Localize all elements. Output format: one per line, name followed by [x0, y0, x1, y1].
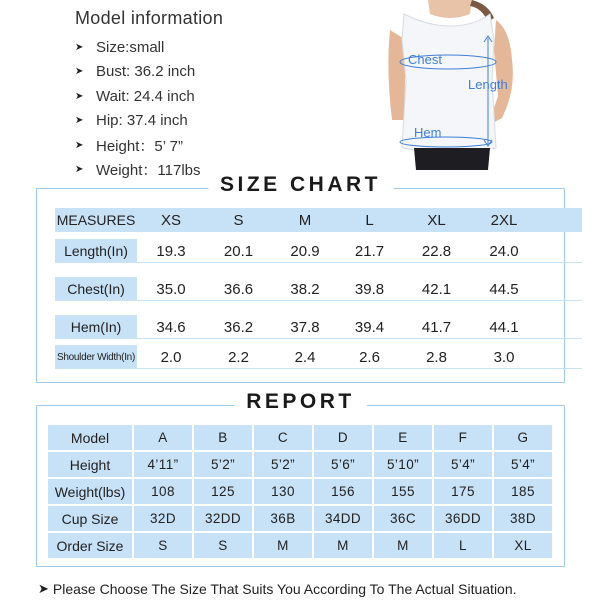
hem-label: Hem	[414, 125, 442, 140]
size-chart-row	[55, 277, 582, 301]
size-chart-title: SIZE CHART	[208, 173, 393, 197]
report-cell: 32D	[134, 506, 192, 531]
model-info-title: Model information	[75, 8, 224, 28]
size-value: 41.7	[421, 318, 452, 336]
report-cell: C	[254, 425, 312, 450]
report-row-label: Cup Size	[48, 506, 132, 531]
size-value: 24.0	[489, 242, 519, 260]
report-cell: 5’4”	[494, 452, 552, 477]
report-row-label: Model	[48, 425, 132, 450]
report-cell: 5’2”	[194, 452, 252, 477]
row-label: Shoulder Width(In)	[55, 345, 137, 369]
size-chart-header-row	[55, 208, 582, 232]
size-value: 44.1	[489, 318, 519, 336]
size-value: 2.6	[359, 348, 380, 366]
report-cell: S	[194, 533, 252, 558]
report-cell: 5’4”	[434, 452, 492, 477]
size-header-cell: 2XL	[490, 211, 518, 229]
chest-label: Chest	[408, 52, 442, 67]
report-cell: B	[194, 425, 252, 450]
report-cell: 130	[254, 479, 312, 504]
size-value: 39.8	[354, 280, 385, 298]
report-cell: 185	[494, 479, 552, 504]
size-value: 2.2	[228, 348, 249, 366]
size-header-cell: M	[298, 211, 312, 229]
report-cell: D	[314, 425, 372, 450]
report-row-label: Order Size	[48, 533, 132, 558]
size-value: 44.5	[489, 280, 519, 298]
size-value: 19.3	[156, 242, 186, 260]
report-cell: 5’2”	[254, 452, 312, 477]
report-cell: XL	[494, 533, 552, 558]
size-header-cell: L	[365, 211, 374, 229]
report-cell: 32DD	[194, 506, 252, 531]
size-value: 37.8	[290, 318, 320, 336]
product-photo	[384, 0, 516, 170]
model-info-item: ➤ Size:small	[75, 38, 165, 56]
size-value: 35.0	[156, 280, 186, 298]
report-row	[48, 533, 554, 558]
model-info-item: ➤ Wait: 24.4 inch	[75, 87, 195, 105]
report-section	[36, 390, 565, 567]
arrow-right-icon: ➤	[75, 139, 84, 151]
report-cell: 4’11”	[134, 452, 192, 477]
report-row-label: Weight(lbs)	[48, 479, 132, 504]
report-cell: M	[314, 533, 372, 558]
arrow-right-icon: ➤	[75, 66, 84, 78]
report-grid	[48, 425, 554, 560]
report-cell: 125	[194, 479, 252, 504]
report-row	[48, 506, 554, 531]
model-info-item: ➤ Bust: 36.2 inch	[75, 63, 196, 81]
report-cell: 175	[434, 479, 492, 504]
model-info-item: ➤ Height：5’ 7”	[75, 137, 183, 155]
report-cell: M	[254, 533, 312, 558]
model-info-item: ➤ Hip: 37.4 inch	[75, 112, 188, 130]
arrow-right-icon: ➤	[75, 115, 84, 127]
report-cell: 38D	[494, 506, 552, 531]
size-value: 2.8	[426, 348, 447, 366]
row-label: Length(In)	[55, 239, 137, 263]
size-value: 38.2	[290, 280, 320, 298]
model-info-item: ➤ Weight：117lbs	[75, 162, 201, 180]
report-cell: 108	[134, 479, 192, 504]
report-cell: 34DD	[314, 506, 372, 531]
size-value: 42.1	[421, 280, 452, 298]
row-divider	[55, 300, 582, 301]
size-value: 21.7	[354, 242, 385, 260]
size-header-cell: XS	[160, 211, 181, 229]
report-cell: M	[374, 533, 432, 558]
model-information	[75, 8, 223, 182]
report-cell: 36C	[374, 506, 432, 531]
size-value: 2.0	[160, 348, 182, 366]
report-row	[48, 425, 554, 450]
size-chart-row	[55, 345, 582, 369]
measures-header: MEASURES	[56, 212, 136, 228]
footer-note	[38, 581, 517, 597]
size-value: 20.1	[223, 242, 254, 260]
size-header-cell: XL	[427, 211, 446, 229]
report-cell: L	[434, 533, 492, 558]
report-cell: F	[434, 425, 492, 450]
report-row	[48, 479, 554, 504]
arrow-right-icon: ➤	[38, 581, 49, 596]
size-value: 36.2	[223, 318, 254, 336]
footer-text: Please Choose The Size That Suits You According To The Actual Situation.	[52, 581, 517, 597]
row-divider	[55, 368, 582, 369]
arrow-right-icon: ➤	[75, 164, 84, 176]
size-value: 39.4	[354, 318, 385, 336]
size-value: 34.6	[156, 318, 186, 336]
report-cell: 36DD	[434, 506, 492, 531]
report-title: REPORT	[234, 390, 367, 414]
size-value: 2.4	[294, 348, 316, 366]
arrow-right-icon: ➤	[75, 90, 84, 102]
size-value: 20.9	[290, 242, 320, 260]
size-chart-row	[55, 315, 582, 339]
model-info-list	[75, 35, 223, 182]
size-value: 36.6	[223, 280, 254, 298]
report-row	[48, 452, 554, 477]
size-chart-row	[55, 239, 582, 263]
size-chart-section	[36, 173, 565, 383]
size-header-cell: S	[233, 211, 244, 229]
report-cell: E	[374, 425, 432, 450]
report-row-label: Height	[48, 452, 132, 477]
report-cell: G	[494, 425, 552, 450]
report-cell: 36B	[254, 506, 312, 531]
length-label: Length	[468, 77, 508, 92]
size-value: 22.8	[421, 242, 452, 260]
row-label: Hem(In)	[55, 315, 137, 339]
row-divider	[55, 338, 582, 339]
report-cell: 156	[314, 479, 372, 504]
report-cell: 5’10”	[374, 452, 432, 477]
row-label: Chest(In)	[55, 277, 137, 301]
report-cell: 155	[374, 479, 432, 504]
arrow-right-icon: ➤	[75, 41, 84, 53]
report-cell: A	[134, 425, 192, 450]
report-cell: 5’6”	[314, 452, 372, 477]
report-cell: S	[134, 533, 192, 558]
row-divider	[55, 262, 582, 263]
size-value: 3.0	[493, 348, 515, 366]
